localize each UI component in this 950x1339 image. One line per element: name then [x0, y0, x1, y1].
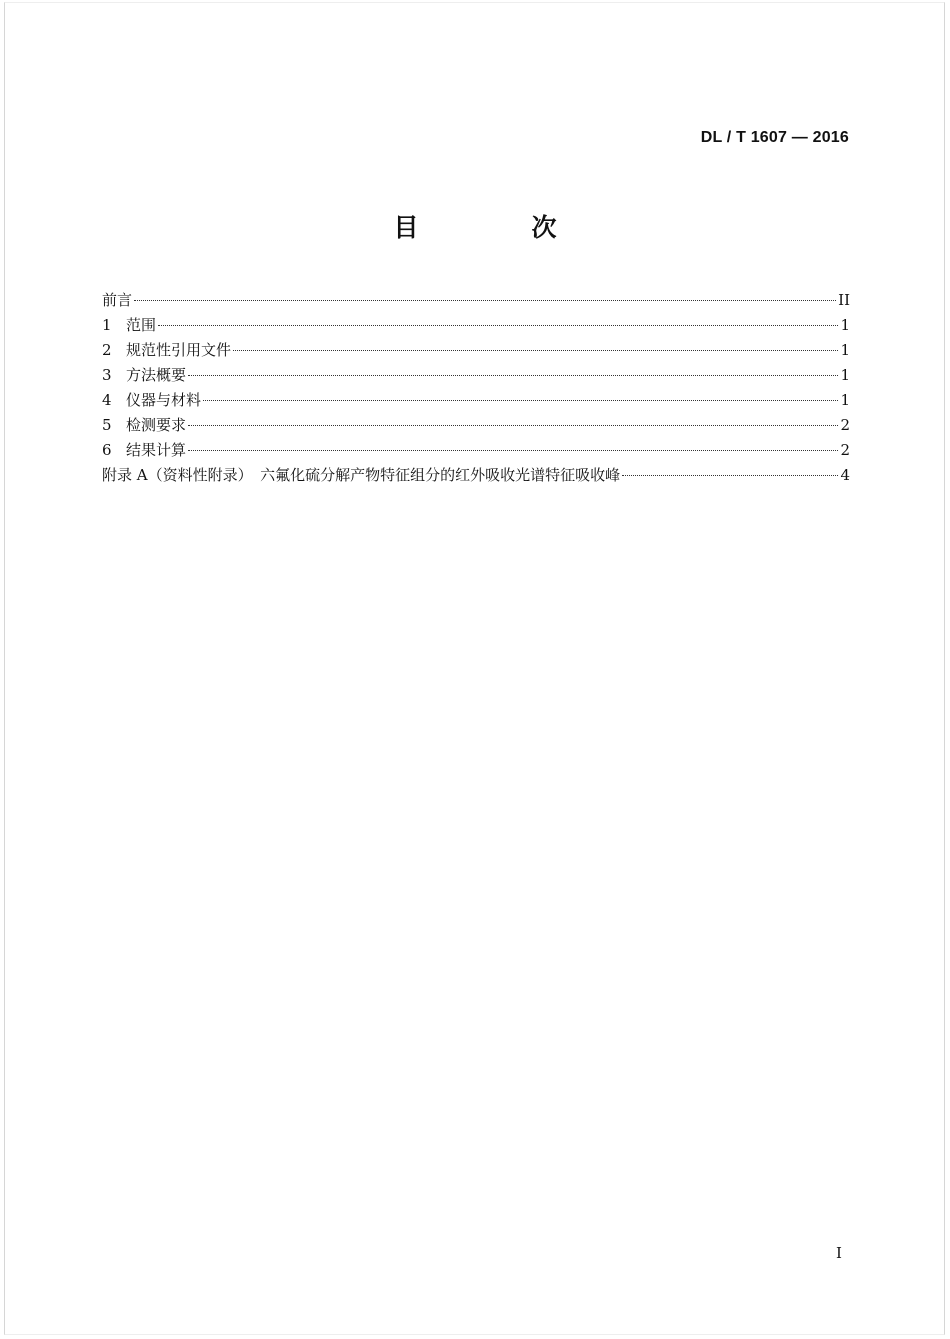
- toc-entry-page: 1: [840, 391, 850, 409]
- toc-entry-page: 2: [840, 416, 850, 434]
- toc-entry-label: 规范性引用文件: [126, 341, 232, 359]
- toc-entry-number: 6: [102, 441, 112, 459]
- page-border: [4, 2, 945, 1335]
- toc-entry-number: 5: [102, 416, 112, 434]
- toc-entry-page: 4: [840, 466, 850, 484]
- toc-entry-page: 1: [840, 366, 850, 384]
- toc-leader-dots: [233, 350, 838, 351]
- toc-entry-page: 1: [840, 316, 850, 334]
- toc-leader-dots: [188, 450, 838, 451]
- toc-entry-normative-references[interactable]: [102, 338, 850, 363]
- toc-entry-page: II: [838, 291, 850, 309]
- page-title: 目 次: [393, 213, 601, 242]
- toc-entry-number: 1: [102, 316, 112, 334]
- page-number: I: [836, 1244, 842, 1262]
- toc-leader-dots: [188, 425, 838, 426]
- toc-leader-dots: [188, 375, 838, 376]
- toc-entry-number: 2: [102, 341, 112, 359]
- toc-entry-number: 3: [102, 366, 112, 384]
- toc-entry-test-requirements[interactable]: [102, 413, 850, 438]
- toc-entry-calculation[interactable]: [102, 438, 850, 463]
- toc-entry-label: 前言: [102, 291, 133, 309]
- toc-leader-dots: [134, 300, 836, 301]
- toc-entry-label: 附录 A（资料性附录） 六氟化硫分解产物特征组分的红外吸收光谱特征吸收峰: [102, 466, 621, 484]
- toc-entry-label: 方法概要: [126, 366, 187, 384]
- document-code: DL / T 1607 — 2016: [700, 129, 849, 146]
- toc-entry-apparatus[interactable]: [102, 388, 850, 413]
- toc-entry-appendix-a[interactable]: [102, 463, 850, 488]
- toc-entry-label: 结果计算: [126, 441, 187, 459]
- toc-entry-label: 检测要求: [126, 416, 187, 434]
- toc-entry-number: 4: [102, 391, 112, 409]
- toc-entry-method-summary[interactable]: [102, 363, 850, 388]
- toc-leader-dots: [203, 400, 838, 401]
- toc-entry-page: 2: [840, 441, 850, 459]
- toc-leader-dots: [622, 475, 838, 476]
- table-of-contents: [102, 288, 850, 488]
- toc-entry-page: 1: [840, 341, 850, 359]
- toc-entry-label: 范围: [126, 316, 157, 334]
- toc-leader-dots: [158, 325, 838, 326]
- toc-entry-scope[interactable]: [102, 313, 850, 338]
- toc-entry-preface[interactable]: [102, 288, 850, 313]
- toc-entry-label: 仪器与材料: [126, 391, 202, 409]
